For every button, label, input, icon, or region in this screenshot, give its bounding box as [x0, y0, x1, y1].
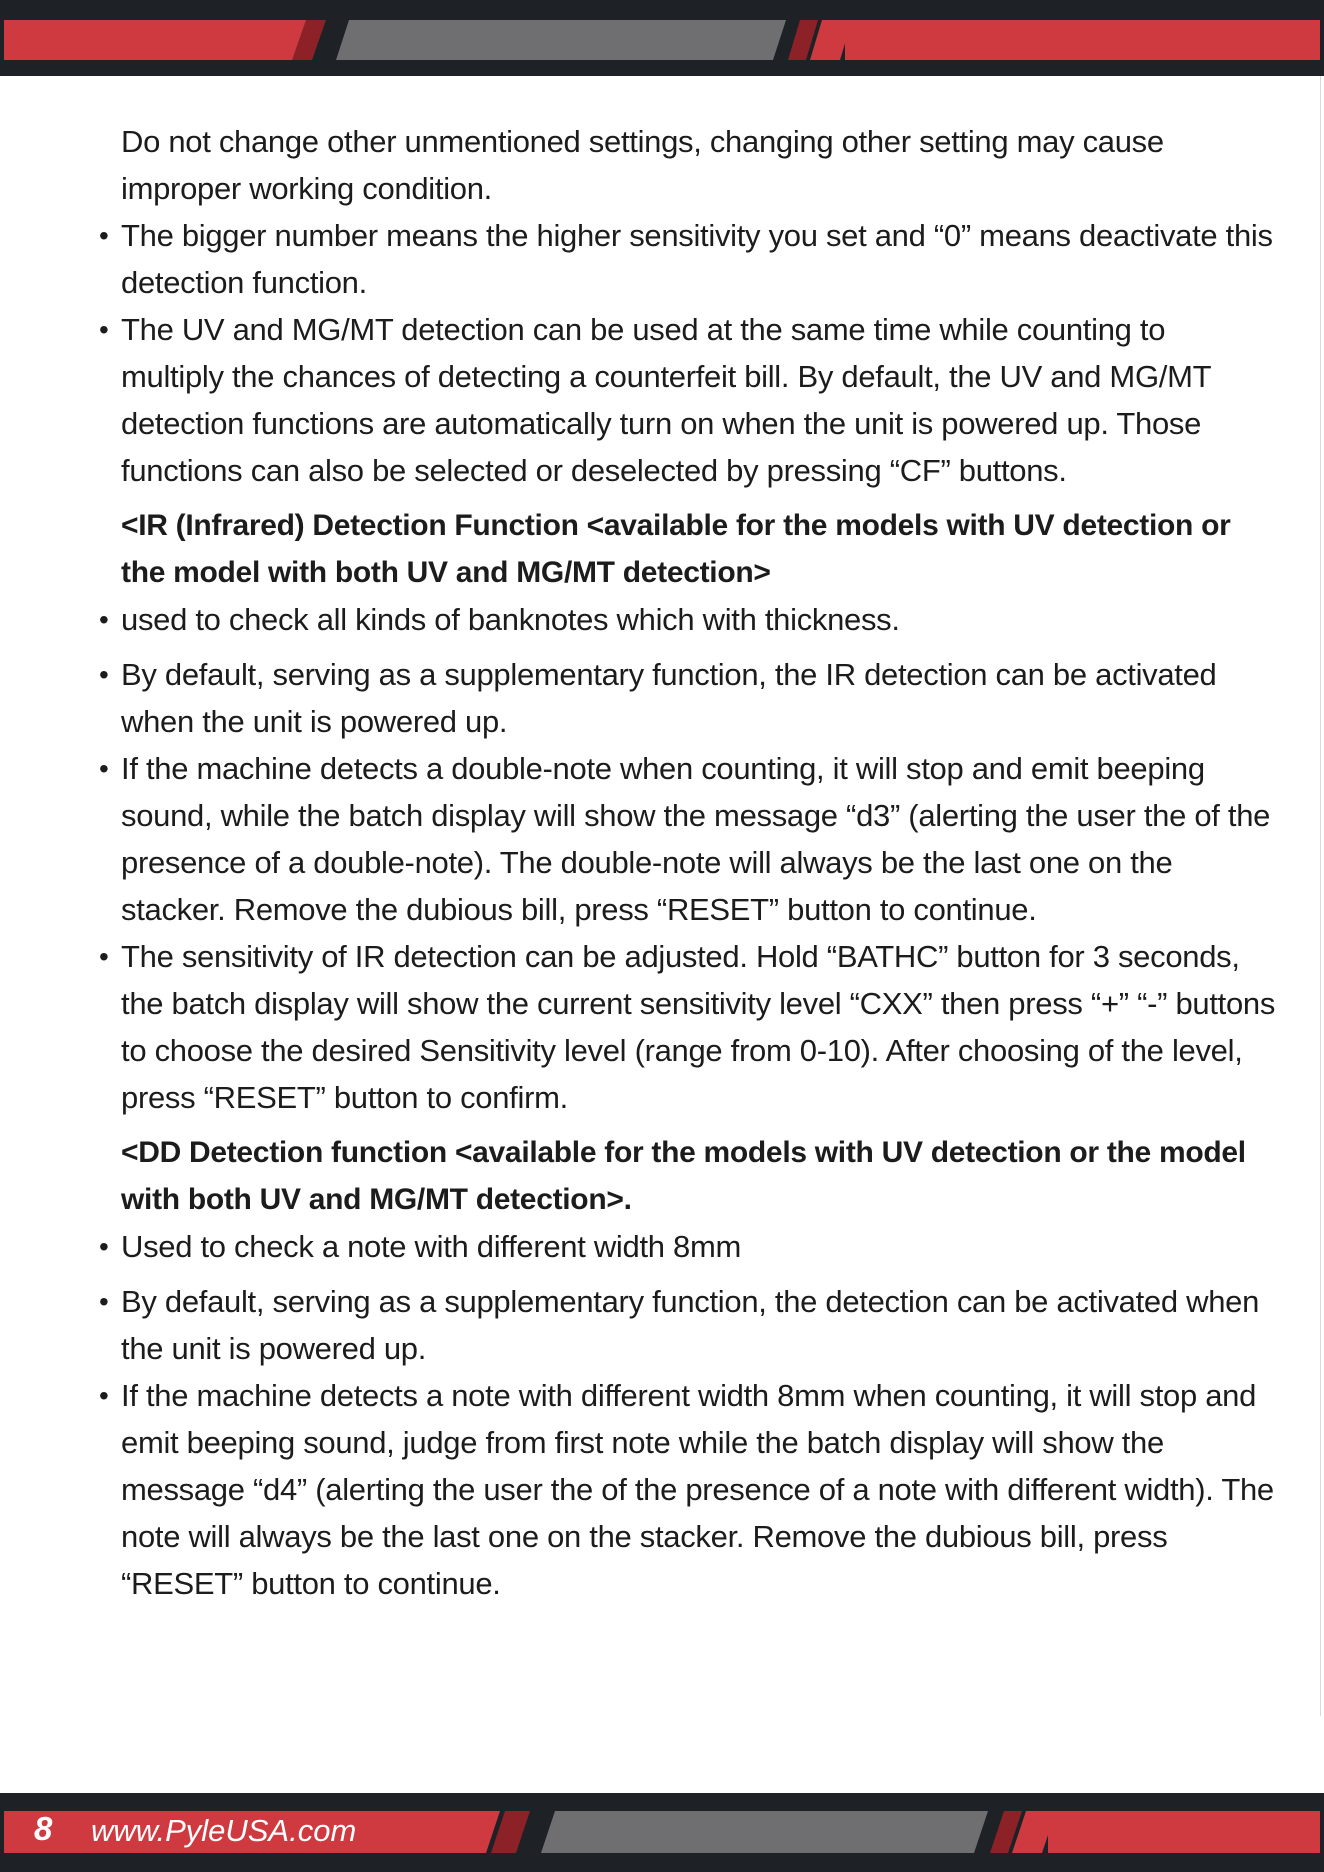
bullet-dd-width-note: • If the machine detects a note with different width 8mm when counting, it will stop and emit beeping sound, judge from first note while the batch display will show the message “d4” (alerting the user the of the presence of a note with different width). The note will always be the last one on the stacker. Remove the dubious bill, press “RESET” button to continue.	[0, 1372, 1324, 1607]
header-band	[0, 0, 1324, 76]
header-band-graphic	[0, 0, 1324, 76]
spacer	[0, 1270, 1324, 1278]
page-edge-line	[1320, 76, 1321, 1716]
bullet-dd-default: • By default, serving as a supplementary function, the detection can be activated when the unit is powered up.	[0, 1278, 1324, 1372]
bullet-ir-default: • By default, serving as a supplementary function, the IR detection can be activated when the unit is powered up.	[0, 651, 1324, 745]
page-content	[0, 118, 1324, 1607]
heading-ir-detection: <IR (Infrared) Detection Function <available for the models with UV detection or the model with both UV and MG/MT detection>	[121, 509, 1231, 589]
paragraph-settings-warning: Do not change other unmentioned settings, changing other setting may cause improper working condition.	[121, 124, 1164, 206]
footer-website-link[interactable]: www.PyleUSA.com	[91, 1813, 357, 1848]
bullet-ir-usage: • used to check all kinds of banknotes which with thickness.	[0, 596, 1324, 643]
bullet-ir-double-note: • If the machine detects a double-note when counting, it will stop and emit beeping sound, while the batch display will show the message “d3” (alerting the user the of the presence of a double-note). The double-note will always be the last one on the stacker. Remove the dubious bill, press “RESET” button to continue.	[0, 745, 1324, 933]
bullet-sensitivity-number: • The bigger number means the higher sensitivity you set and “0” means deactivate this detection function.	[0, 212, 1324, 306]
bullet-ir-sensitivity: • The sensitivity of IR detection can be adjusted. Hold “BATHC” button for 3 seconds, the batch display will show the current sensitivity level “CXX” then press “+” “-” buttons to choose the desired Sensitivity level (range from 0-10). After choosing of the level, press “RESET” button to confirm.	[0, 933, 1324, 1121]
header-right-red-block	[845, 20, 1320, 60]
bullet-dd-usage: • Used to check a note with different width 8mm	[0, 1223, 1324, 1270]
header-gray-block	[336, 20, 786, 60]
spacer	[0, 643, 1324, 651]
footer-right-red-block	[1048, 1811, 1320, 1853]
bullet-uv-mgmt-detection: • The UV and MG/MT detection can be used at the same time while counting to multiply the chances of detecting a counterfeit bill. By default, the UV and MG/MT detection functions are automatically turn on when the unit is powered up. Those functions can also be selected or deselected by pressing “CF” buttons.	[0, 306, 1324, 494]
heading-dd-detection: <DD Detection function <available for the models with UV detection or the model with both UV and MG/MT detection>.	[121, 1136, 1246, 1216]
page-number: 8	[34, 1810, 53, 1847]
footer-band	[0, 1793, 1324, 1872]
spacer	[0, 494, 1324, 502]
header-left-red-block	[4, 20, 294, 60]
spacer	[0, 1121, 1324, 1129]
footer-gray-block	[541, 1811, 988, 1853]
